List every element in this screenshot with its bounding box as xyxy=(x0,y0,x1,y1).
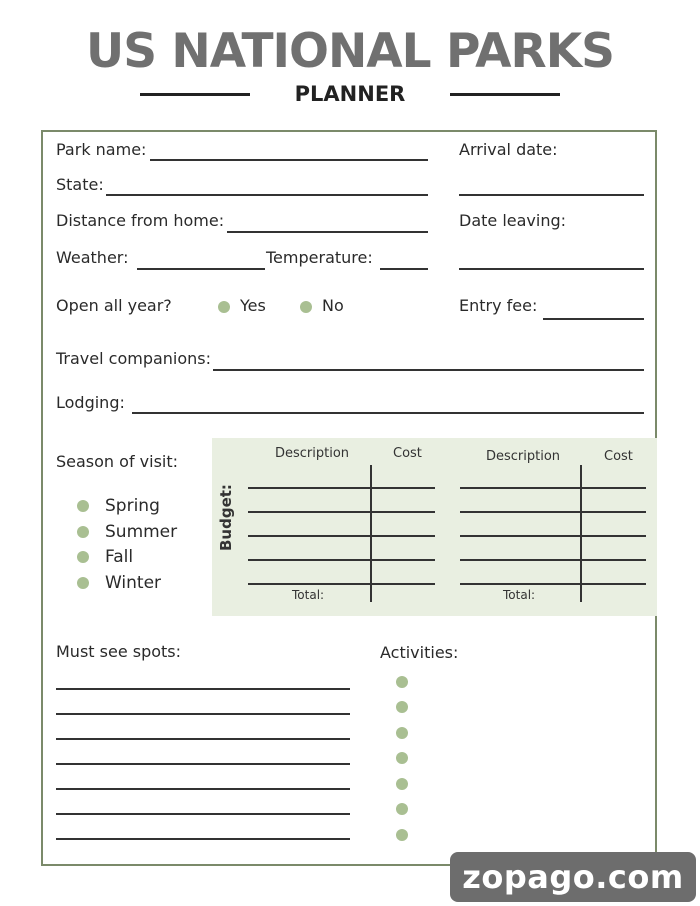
must-see-line-2[interactable] xyxy=(56,713,350,715)
activity-dot-6[interactable] xyxy=(396,803,408,815)
fall-dot[interactable] xyxy=(77,551,89,563)
activity-dot-3[interactable] xyxy=(396,727,408,739)
budget-row-1-2[interactable] xyxy=(248,511,435,513)
no-label: No xyxy=(322,296,344,315)
budget-box xyxy=(212,438,657,616)
fall-label: Fall xyxy=(105,547,134,567)
budget-row-2-5[interactable] xyxy=(460,583,646,585)
activity-dot-4[interactable] xyxy=(396,752,408,764)
season-label: Season of visit: xyxy=(56,452,179,471)
budget-col-cost-2: Cost xyxy=(604,449,633,464)
budget-row-2-3[interactable] xyxy=(460,535,646,537)
budget-row-1-1[interactable] xyxy=(248,487,435,489)
activity-dot-2[interactable] xyxy=(396,701,408,713)
must-see-line-6[interactable] xyxy=(56,813,350,815)
travel-companions-label: Travel companions: xyxy=(56,349,212,368)
distance-field[interactable] xyxy=(227,231,428,233)
watermark-text: zopago.com xyxy=(462,858,684,896)
activity-dot-1[interactable] xyxy=(396,676,408,688)
must-see-line-3[interactable] xyxy=(56,738,350,740)
lodging-label: Lodging: xyxy=(56,393,125,412)
yes-radio-dot[interactable] xyxy=(218,301,230,313)
budget-divider-1 xyxy=(370,465,372,602)
temperature-field[interactable] xyxy=(380,268,428,270)
budget-row-1-3[interactable] xyxy=(248,535,435,537)
date-leaving-label: Date leaving: xyxy=(459,211,567,230)
activities-label: Activities: xyxy=(380,643,459,662)
must-see-line-4[interactable] xyxy=(56,763,350,765)
lodging-field[interactable] xyxy=(132,412,644,414)
page-subtitle: PLANNER xyxy=(294,82,406,106)
budget-row-1-4[interactable] xyxy=(248,559,435,561)
spring-dot[interactable] xyxy=(77,500,89,512)
must-see-line-1[interactable] xyxy=(56,688,350,690)
summer-dot[interactable] xyxy=(77,526,89,538)
budget-row-1-5[interactable] xyxy=(248,583,435,585)
winter-dot[interactable] xyxy=(77,577,89,589)
weather-field[interactable] xyxy=(137,268,265,270)
arrival-date-field[interactable] xyxy=(459,194,644,196)
distance-label: Distance from home: xyxy=(56,211,225,230)
must-see-label: Must see spots: xyxy=(56,642,182,661)
activity-dot-5[interactable] xyxy=(396,778,408,790)
page-title: US NATIONAL PARKS xyxy=(86,24,614,79)
must-see-line-5[interactable] xyxy=(56,788,350,790)
entry-fee-label: Entry fee: xyxy=(459,296,538,315)
budget-divider-2 xyxy=(580,465,582,602)
subtitle-right-rule xyxy=(450,93,560,96)
no-radio-dot[interactable] xyxy=(300,301,312,313)
open-all-year-label: Open all year? xyxy=(56,296,172,315)
budget-label: Budget: xyxy=(217,484,235,551)
date-leaving-field[interactable] xyxy=(459,268,644,270)
budget-total-2: Total: xyxy=(503,588,536,602)
yes-label: Yes xyxy=(240,296,266,315)
budget-row-2-2[interactable] xyxy=(460,511,646,513)
weather-label: Weather: xyxy=(56,248,129,267)
summer-label: Summer xyxy=(105,522,178,542)
spring-label: Spring xyxy=(105,496,160,516)
must-see-line-7[interactable] xyxy=(56,838,350,840)
state-label: State: xyxy=(56,175,104,194)
temperature-label: Temperature: xyxy=(266,248,373,267)
activity-dot-7[interactable] xyxy=(396,829,408,841)
state-field[interactable] xyxy=(106,194,428,196)
park-name-label: Park name: xyxy=(56,140,147,159)
budget-total-1: Total: xyxy=(292,588,325,602)
budget-col-description-1: Description xyxy=(275,446,350,461)
park-name-field[interactable] xyxy=(150,159,428,161)
entry-fee-field[interactable] xyxy=(543,318,644,320)
travel-companions-field[interactable] xyxy=(213,369,644,371)
budget-row-2-1[interactable] xyxy=(460,487,646,489)
budget-row-2-4[interactable] xyxy=(460,559,646,561)
budget-col-cost-1: Cost xyxy=(393,446,422,461)
budget-col-description-2: Description xyxy=(486,449,561,464)
arrival-date-label: Arrival date: xyxy=(459,140,558,159)
winter-label: Winter xyxy=(105,573,162,593)
